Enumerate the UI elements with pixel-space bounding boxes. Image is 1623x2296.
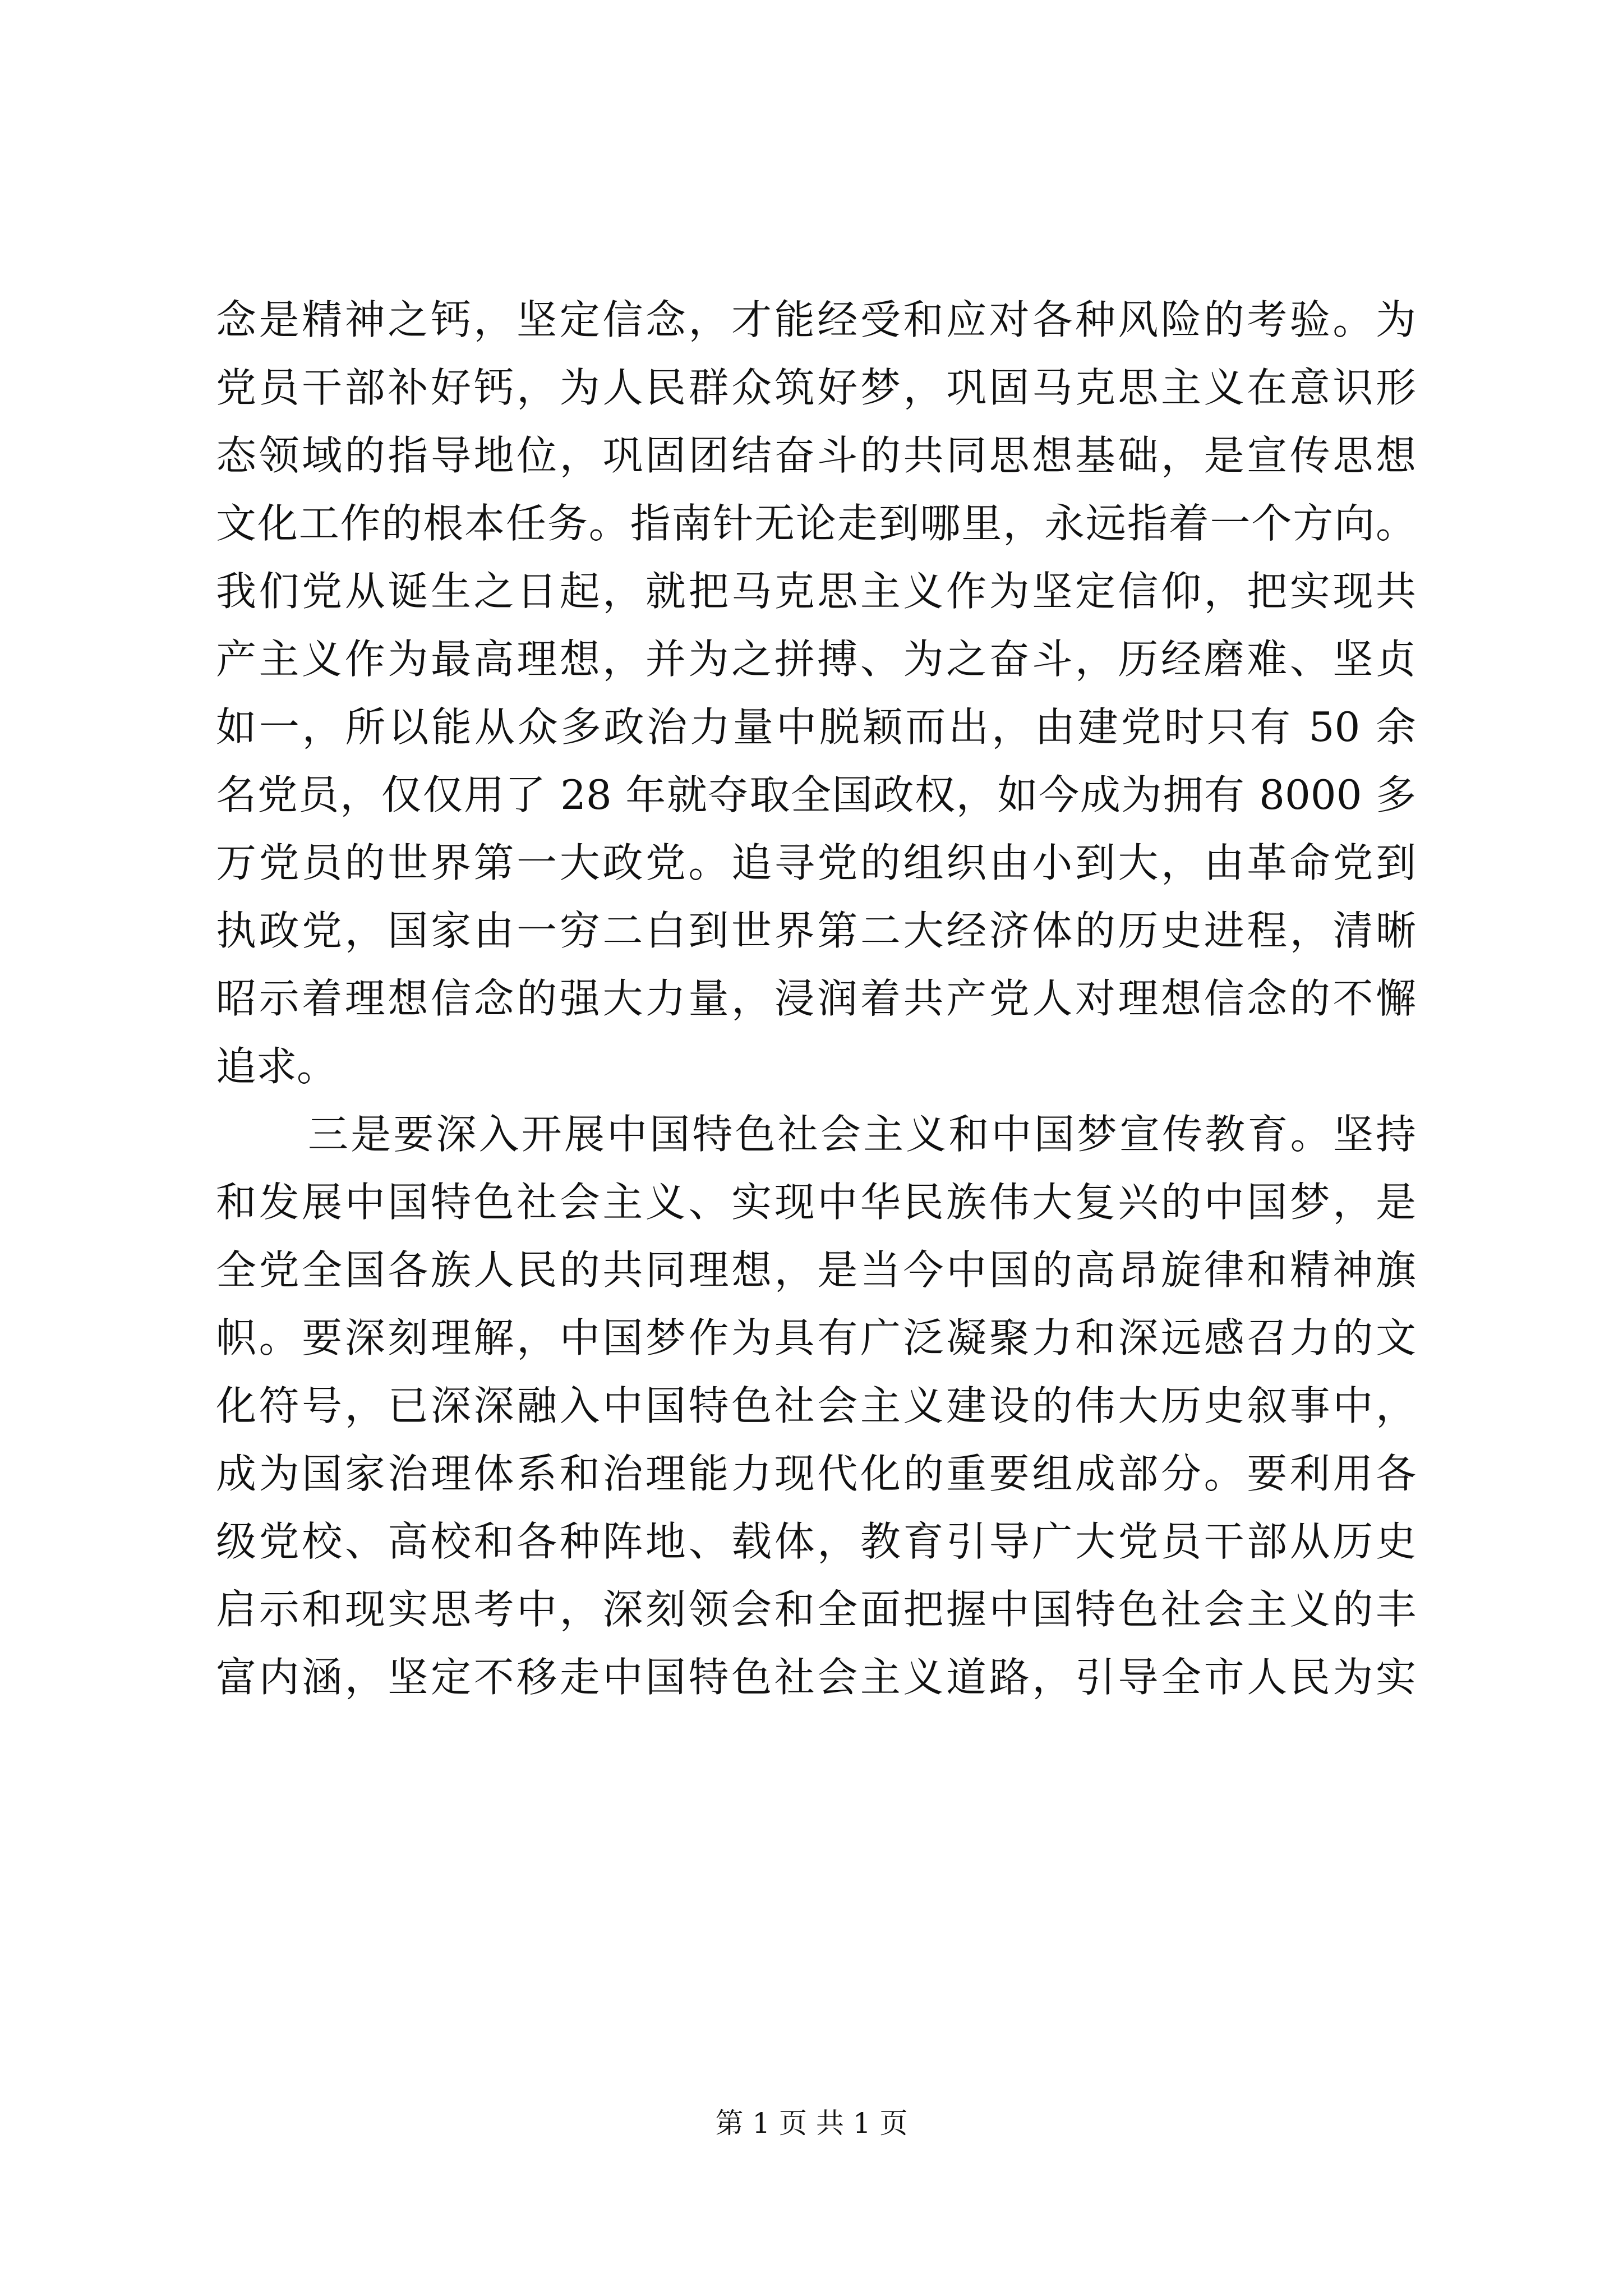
text-line: 追求。 — [216, 1043, 338, 1090]
text-line: 化符号，已深深融入中国特色社会主义建设的伟大历史叙事中， — [216, 1382, 1416, 1429]
text-line: 态领域的指导地位，巩固团结奋斗的共同思想基础，是宣传思想 — [216, 432, 1416, 479]
text-line: 党员干部补好钙，为人民群众筑好梦，巩固马克思主义在意识形 — [216, 364, 1416, 411]
text-line: 文化工作的根本任务。指南针无论走到哪里，永远指着一个方向。 — [216, 500, 1416, 547]
document-body — [216, 286, 1416, 1711]
paragraph-first-line: 三是要深入开展中国特色社会主义和中国梦宣传教育。坚持 — [308, 1111, 1416, 1158]
text-line: 产主义作为最高理想，并为之拼搏、为之奋斗，历经磨难、坚贞 — [216, 636, 1416, 683]
text-line: 念是精神之钙，坚定信念，才能经受和应对各种风险的考验。为 — [216, 296, 1416, 343]
text-line: 成为国家治理体系和治理能力现代化的重要组成部分。要利用各 — [216, 1450, 1416, 1497]
text-line: 启示和现实思考中，深刻领会和全面把握中国特色社会主义的丰 — [216, 1586, 1416, 1633]
text-line: 昭示着理想信念的强大力量，浸润着共产党人对理想信念的不懈 — [216, 975, 1416, 1022]
text-line: 如一，所以能从众多政治力量中脱颖而出，由建党时只有 50 余 — [216, 703, 1416, 751]
text-line: 全党全国各族人民的共同理想，是当今中国的高昂旋律和精神旗 — [216, 1246, 1416, 1294]
text-line: 万党员的世界第一大政党。追寻党的组织由小到大，由革命党到 — [216, 839, 1416, 886]
text-line: 和发展中国特色社会主义、实现中华民族伟大复兴的中国梦，是 — [216, 1179, 1416, 1226]
text-line: 帜。要深刻理解，中国梦作为具有广泛凝聚力和深远感召力的文 — [216, 1314, 1416, 1361]
page-footer: 第 1 页 共 1 页 — [715, 2107, 908, 2139]
text-line: 富内涵，坚定不移走中国特色社会主义道路，引导全市人民为实 — [216, 1654, 1416, 1701]
text-line: 执政党，国家由一穷二白到世界第二大经济体的历史进程，清晰 — [216, 907, 1416, 954]
text-line: 名党员，仅仅用了 28 年就夺取全国政权，如今成为拥有 8000 多 — [216, 771, 1416, 818]
text-line: 级党校、高校和各种阵地、载体，教育引导广大党员干部从历史 — [216, 1518, 1416, 1565]
text-line: 我们党从诞生之日起，就把马克思主义作为坚定信仰，把实现共 — [216, 568, 1416, 615]
